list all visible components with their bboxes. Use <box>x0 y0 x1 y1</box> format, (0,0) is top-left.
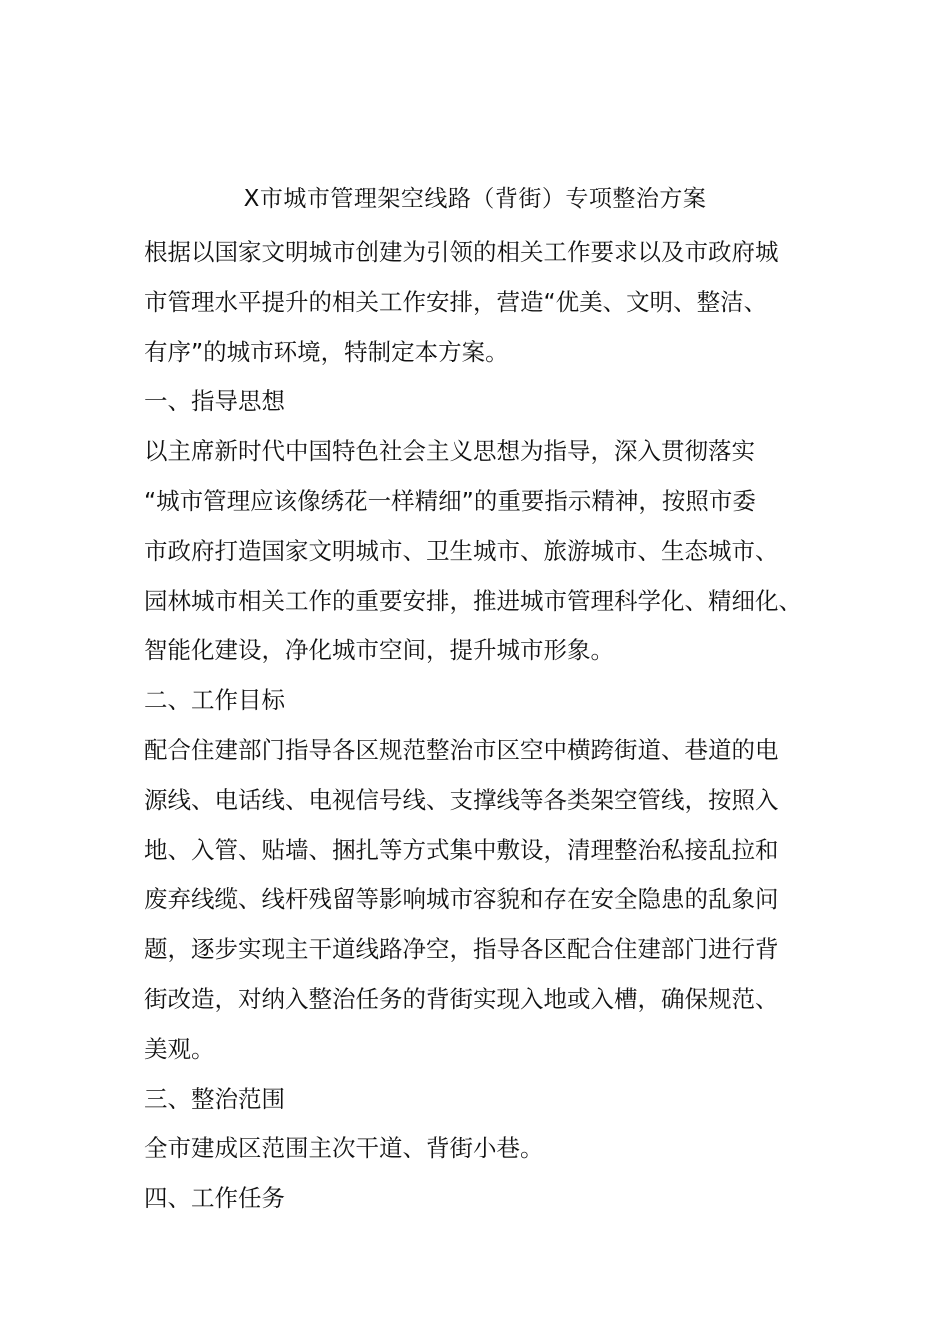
document-body <box>144 228 844 1224</box>
guiding-thought-line-3: 市政府打造国家文明城市、卫生城市、旅游城市、生态城市、 <box>144 536 779 565</box>
guiding-thought-line-2: “城市管理应该像绣花一样精细”的重要指示精神，按照市委 <box>144 486 756 515</box>
intro-line-2: 市管理水平提升的相关工作安排，营造“优美、文明、整洁、 <box>144 287 768 316</box>
work-goals-line-7: 美观。 <box>144 1034 215 1063</box>
work-goals-line-3: 地、入管、贴墙、捆扎等方式集中敷设，清理整治私接乱拉和 <box>144 835 779 864</box>
intro-line-1: 根据以国家文明城市创建为引领的相关工作要求以及市政府城 <box>144 238 779 266</box>
work-goals-line-6: 街改造，对纳入整治任务的背街实现入地或入槽，确保规范、 <box>144 984 779 1013</box>
guiding-thought-line-4: 园林城市相关工作的重要安排，推进城市管理科学化、精细化、 <box>144 586 802 615</box>
section-heading-work-tasks: 四、工作任务 <box>144 1184 285 1213</box>
section-heading-scope: 三、整治范围 <box>144 1084 285 1113</box>
intro-line-3: 有序”的城市环境，特制定本方案。 <box>144 337 509 366</box>
document-title: X市城市管理架空线路（背街）专项整治方案 <box>243 186 707 212</box>
work-goals-line-5: 题，逐步实现主干道线路净空，指导各区配合住建部门进行背 <box>144 935 779 964</box>
section-heading-work-goals: 二、工作目标 <box>144 686 285 715</box>
work-goals-line-2: 源线、电话线、电视信号线、支撑线等各类架空管线，按照入 <box>144 785 779 814</box>
guiding-thought-line-5: 智能化建设，净化城市空间，提升城市形象。 <box>144 636 614 665</box>
scope-line-1: 全市建成区范围主次干道、背街小巷。 <box>144 1134 544 1163</box>
work-goals-line-1: 配合住建部门指导各区规范整治市区空中横跨街道、巷道的电 <box>144 735 779 764</box>
section-heading-guiding-thought: 一、指导思想 <box>144 387 285 416</box>
work-goals-line-4: 废弃线缆、线杆残留等影响城市容貌和存在安全隐患的乱象问 <box>144 885 779 914</box>
guiding-thought-line-1: 以主席新时代中国特色社会主义思想为指导，深入贯彻落实 <box>144 437 755 466</box>
